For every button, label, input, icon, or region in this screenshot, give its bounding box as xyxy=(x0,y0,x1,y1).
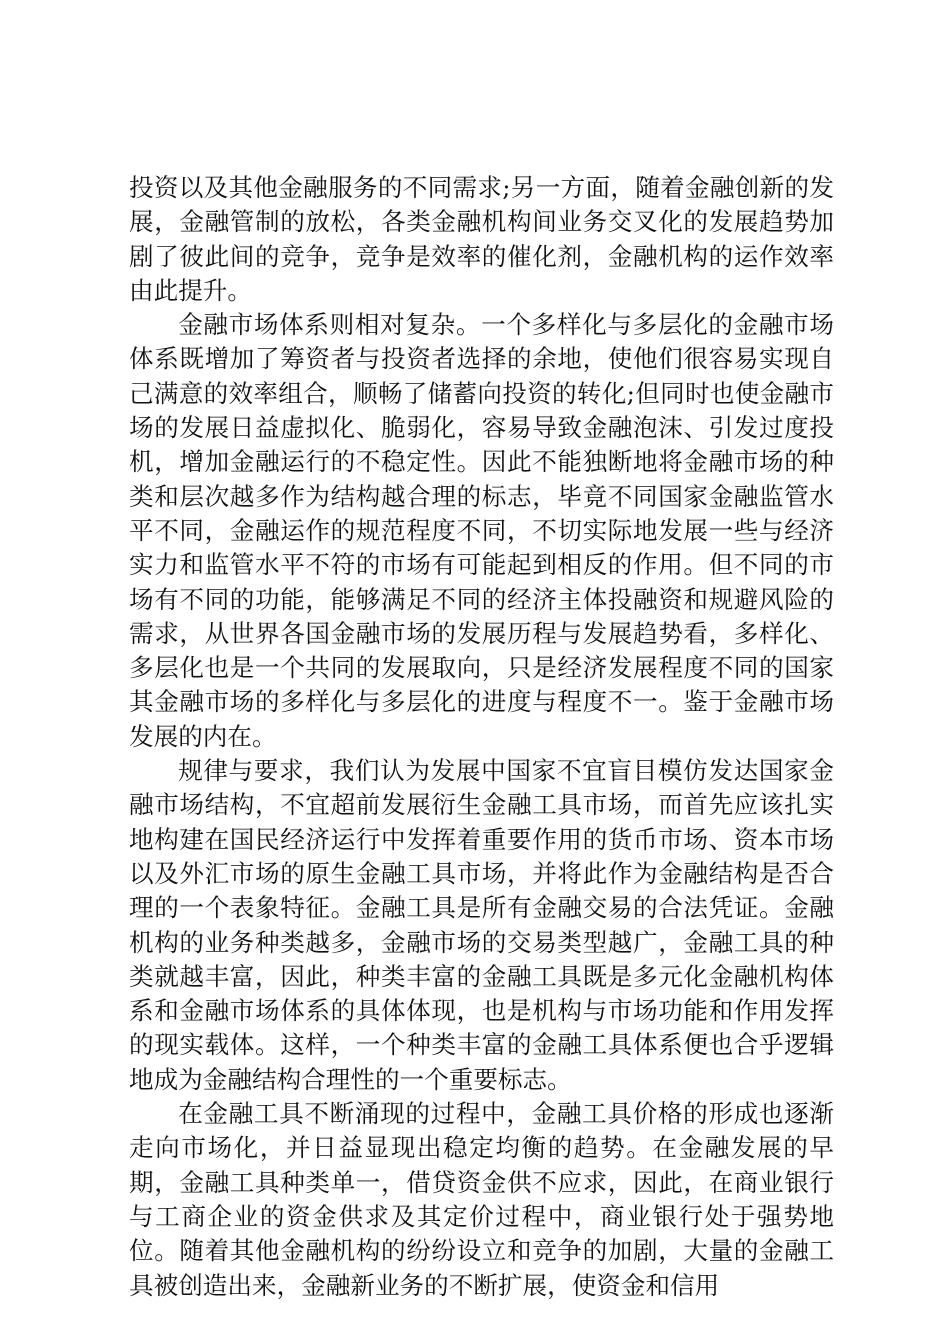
paragraph-4: 在金融工具不断涌现的过程中，金融工具价格的形成也逐渐走向市场化，并日益显现出稳定均衡的趋势。在金融发展的早期，金融工具种类单一，借贷资金供不应求，因此，在商业银行与工商企业的资金供求及其定价过程中，商业银行处于强势地位。随着其他金融机构的纷纷设立和竞争的加剧，大量的金融工具被创造出来，金融新业务的不断扩展，使资金和信用 xyxy=(129,1099,834,1300)
paragraph-2: 金融市场体系则相对复杂。一个多样化与多层化的金融市场体系既增加了筹资者与投资者选择的余地，使他们很容易实现自己满意的效率组合，顺畅了储蓄向投资的转化;但同时也使金融市场的发展日益虚拟化、脆弱化，容易导致金融泡沫、引发过度投机，增加金融运行的不稳定性。因此不能独断地将金融市场的种类和层次越多作为结构越合理的标志，毕竟不同国家金融监管水平不同，金融运作的规范程度不同，不切实际地发展一些与经济实力和监管水平不符的市场有可能起到相反的作用。但不同的市场有不同的功能，能够满足不同的经济主体投融资和规避风险的需求，从世界各国金融市场的发展历程与发展趋势看，多样化、多层化也是一个共同的发展取向，只是经济发展程度不同的国家其金融市场的多样化与多层化的进度与程度不一。鉴于金融市场发展的内在。 xyxy=(129,310,834,751)
paragraph-3: 规律与要求，我们认为发展中国家不宜盲目模仿发达国家金融市场结构，不宜超前发展衍生金融工具市场，而首先应该扎实地构建在国民经济运行中发挥着重要作用的货币市场、资本市场以及外汇市场的原生金融工具市场，并将此作为金融结构是否合理的一个表象特征。金融工具是所有金融交易的合法凭证。金融机构的业务种类越多，金融市场的交易类型越广，金融工具的种类就越丰富，因此，种类丰富的金融工具既是多元化金融机构体系和金融市场体系的具体体现，也是机构与市场功能和作用发挥的现实载体。这样，一个种类丰富的金融工具体系便也合乎逻辑地成为金融结构合理性的一个重要标志。 xyxy=(129,756,834,1094)
paragraph-1: 投资以及其他金融服务的不同需求;另一方面，随着金融创新的发展，金融管制的放松，各类金融机构间业务交叉化的发展趋势加剧了彼此间的竞争，竞争是效率的催化剂，金融机构的运作效率由此提升。 xyxy=(129,173,834,305)
document-body xyxy=(129,171,834,1303)
